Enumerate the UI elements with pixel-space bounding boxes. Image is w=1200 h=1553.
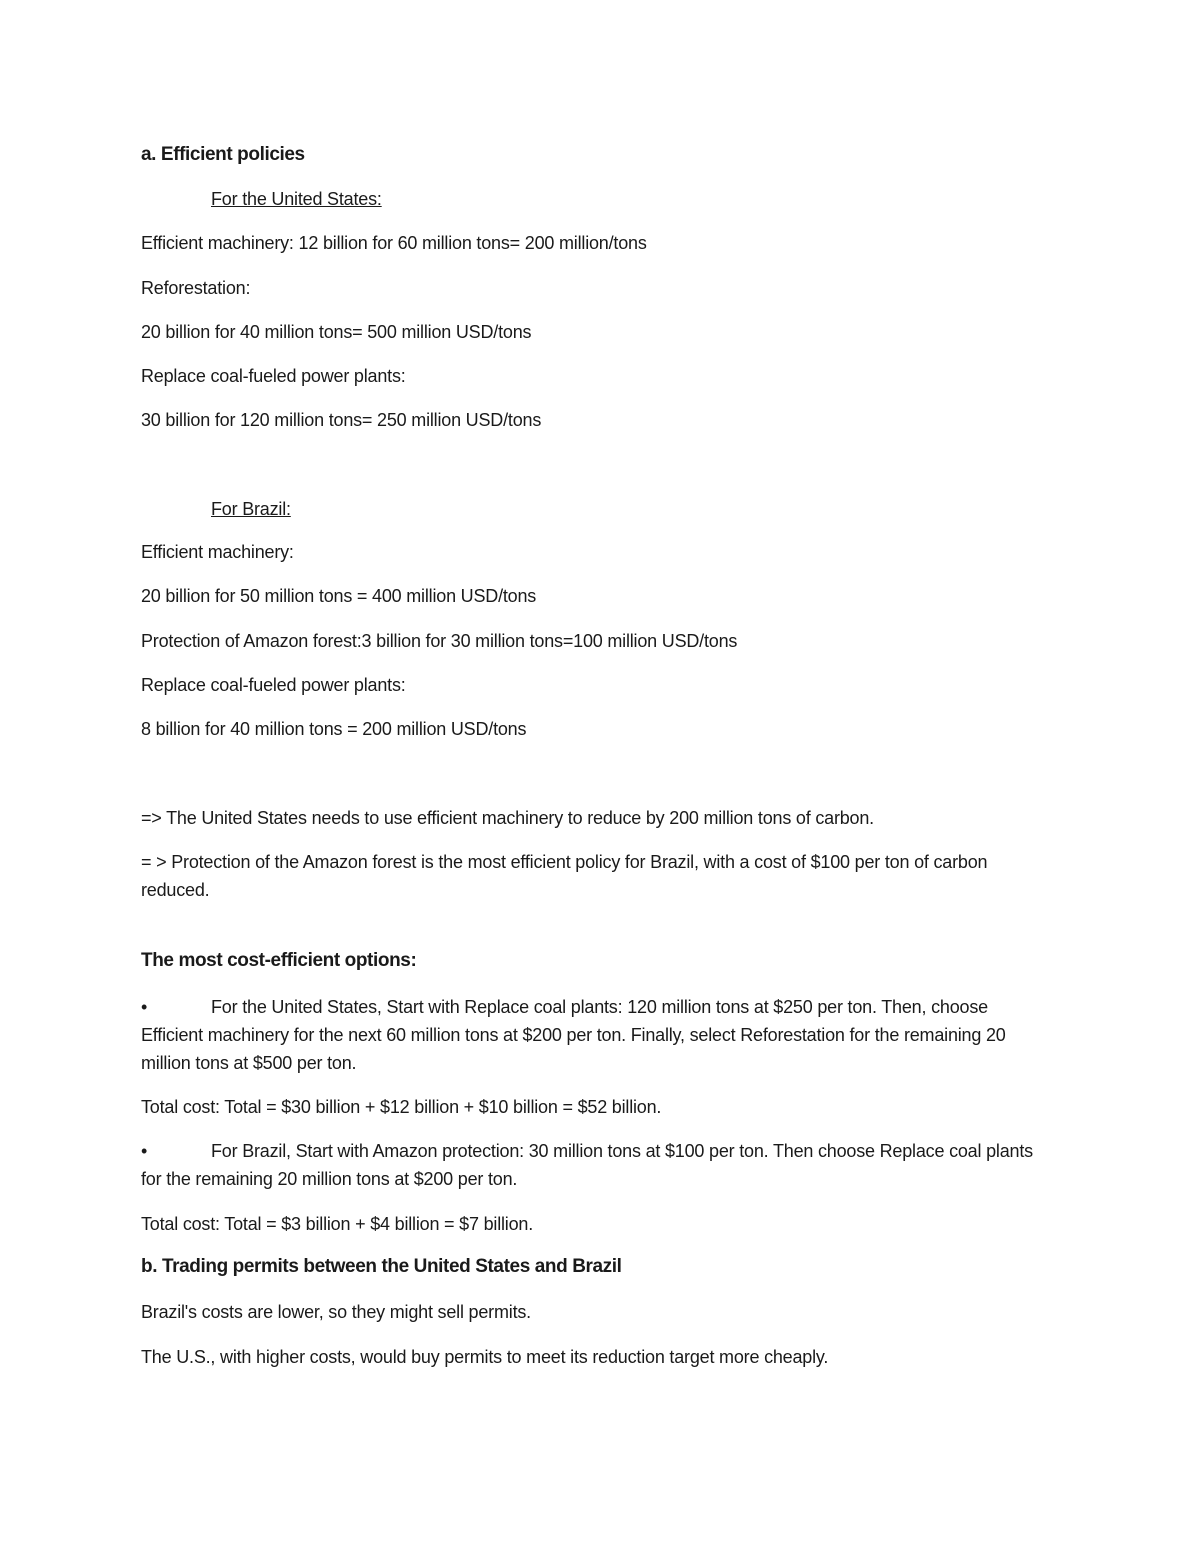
section-b-heading: b. Trading permits between the United States and Brazil xyxy=(141,1256,622,1277)
us-total-cost: Total cost: Total = $30 billion + $12 billion + $10 billion = $52 billion. xyxy=(141,1097,662,1117)
brazil-subheading: For Brazil: xyxy=(211,499,291,519)
brazil-option-list-item xyxy=(141,1137,1041,1193)
conclusion-us: => The United States needs to use efficient machinery to reduce by 200 million tons of carbon. xyxy=(141,808,874,828)
bullet-icon: • xyxy=(141,1141,148,1161)
section-a-heading: a. Efficient policies xyxy=(141,144,305,165)
us-option-list-item xyxy=(141,993,1041,1077)
us-line-4: Replace coal-fueled power plants: xyxy=(141,366,406,386)
brazil-line-1: Efficient machinery: xyxy=(141,542,294,562)
brazil-line-4: Replace coal-fueled power plants: xyxy=(141,675,406,695)
us-line-1: Efficient machinery: 12 billion for 60 million tons= 200 million/tons xyxy=(141,233,647,253)
brazil-total-cost: Total cost: Total = $3 billion + $4 billion = $7 billion. xyxy=(141,1214,534,1234)
us-option-text: For the United States, Start with Replace coal plants: 120 million tons at $250 per ton. Then, choose Efficient machinery for the next 60 million tons at $200 per ton. Finally, select Reforestation for the remaining 20 million tons at $500 per ton. xyxy=(141,997,1006,1073)
brazil-line-5: 8 billion for 40 million tons = 200 million USD/tons xyxy=(141,719,527,739)
us-subheading: For the United States: xyxy=(211,189,382,209)
brazil-line-3: Protection of Amazon forest:3 billion for 30 million tons=100 million USD/tons xyxy=(141,631,738,651)
conclusion-brazil: = > Protection of the Amazon forest is the most efficient policy for Brazil, with a cost of $100 per ton of carbon reduced. xyxy=(141,852,988,900)
section-b-line-1: Brazil's costs are lower, so they might sell permits. xyxy=(141,1302,531,1322)
brazil-option-text: For Brazil, Start with Amazon protection: 30 million tons at $100 per ton. Then choose Replace coal plants for the remaining 20 million tons at $200 per ton. xyxy=(141,1141,1033,1189)
brazil-line-2: 20 billion for 50 million tons = 400 million USD/tons xyxy=(141,586,537,606)
us-line-2: Reforestation: xyxy=(141,278,251,298)
section-b-line-2: The U.S., with higher costs, would buy permits to meet its reduction target more cheaply. xyxy=(141,1347,829,1367)
us-line-3: 20 billion for 40 million tons= 500 million USD/tons xyxy=(141,322,532,342)
bullet-icon: • xyxy=(141,997,148,1017)
cost-efficient-heading: The most cost-efficient options: xyxy=(141,950,417,971)
us-line-5: 30 billion for 120 million tons= 250 million USD/tons xyxy=(141,410,542,430)
